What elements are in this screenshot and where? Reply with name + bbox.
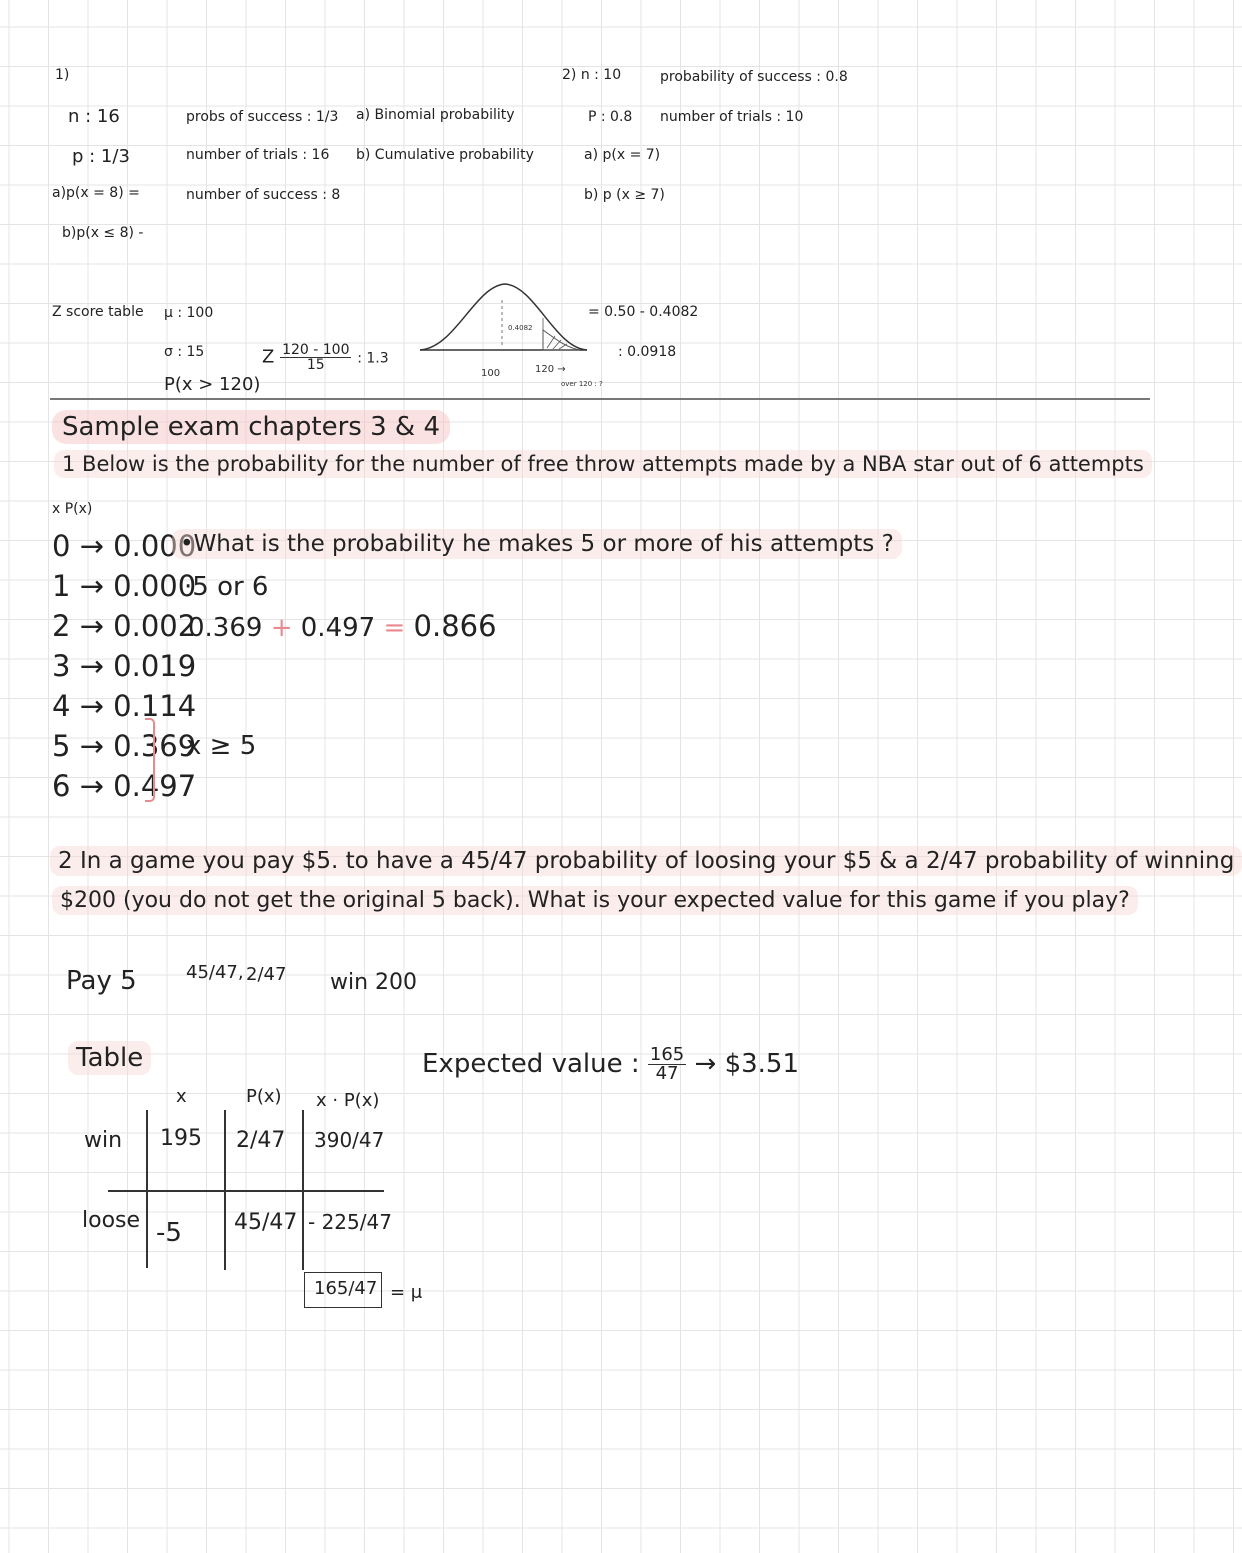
x-ge-5: x ≥ 5 — [186, 731, 257, 761]
question-a: a)p(x = 8) = — [52, 185, 140, 201]
mu-equals: = μ — [390, 1282, 423, 1303]
win-200: win 200 — [330, 970, 418, 995]
question-b: b)p(x ≤ 8) - — [62, 225, 144, 241]
answer-a: a) Binomial probability — [356, 107, 515, 123]
z-score-table-label: Z score table — [52, 304, 144, 320]
table-row-divider — [108, 1190, 384, 1192]
question-2-line-2: $200 (you do not get the original 5 back). What is your expected value for this game if you play? — [52, 890, 1138, 912]
mu-value: μ : 100 — [164, 305, 214, 321]
question-2-line-1: 2 In a game you pay $5. to have a 45/47 probability of loosing your $5 & a 2/47 probability of winning — [50, 850, 1242, 873]
row-win-p: 2/47 — [236, 1128, 286, 1153]
table-header-x: x — [176, 1086, 187, 1107]
problem-2-question-a: a) p(x = 7) — [584, 147, 661, 163]
sample-exam-title: Sample exam chapters 3 & 4 — [52, 414, 450, 440]
row-lose-x: -5 — [156, 1218, 182, 1248]
section-divider — [50, 398, 1150, 400]
five-or-six: ·5 or 6 — [184, 572, 269, 602]
z-formula: Z $\frac{120 - 100}{15}$ : 1.3 — [262, 342, 389, 373]
table-header-xpx: x · P(x) — [316, 1090, 380, 1111]
problem-2-p: P : 0.8 — [588, 109, 633, 125]
number-of-success: number of success : 8 — [186, 187, 341, 203]
p-value: p : 1/3 — [72, 146, 130, 167]
distribution-row-0: 0 → 0.000 — [52, 529, 197, 563]
question-1: 1 Below is the probability for the number of free throw attempts made by a NBA star out of 6 attempts — [54, 454, 1152, 475]
probability-of-success: probs of success : 1/3 — [186, 109, 339, 125]
axis-mean-label: 100 — [481, 368, 501, 379]
row-lose-label: loose — [82, 1208, 141, 1233]
problem-2-question-b: b) p (x ≥ 7) — [584, 187, 665, 203]
distribution-row-1: 1 → 0.000 — [52, 569, 197, 603]
axis-x-label: 120 → — [535, 364, 566, 375]
distribution-header: x P(x) — [52, 501, 93, 517]
over-120-label: over 120 : ? — [561, 380, 603, 388]
table-label: Table — [68, 1045, 151, 1071]
sigma-value: σ : 15 — [164, 344, 205, 360]
distribution-row-6: 6 → 0.497 — [52, 769, 197, 803]
total-value: 165/47 — [314, 1278, 378, 1299]
bell-curve — [420, 284, 587, 350]
z-calc-line-2: : 0.0918 — [618, 344, 677, 360]
row-win-x: 195 — [160, 1126, 202, 1151]
distribution-row-2: 2 → 0.002 — [52, 609, 197, 643]
win-probability: 2/47 — [246, 964, 287, 985]
distribution-row-3: 3 → 0.019 — [52, 649, 197, 683]
distribution-row-5: 5 → 0.369 — [52, 729, 197, 763]
table-line-1 — [146, 1110, 148, 1268]
expected-value: Expected value : $\frac{165}{47}$ → $3.51 — [422, 1044, 799, 1084]
row-win-label: win — [84, 1128, 123, 1153]
answer-b: b) Cumulative probability — [356, 147, 534, 163]
table-header-px: P(x) — [246, 1086, 282, 1107]
row-lose-p: 45/47 — [234, 1210, 298, 1235]
probability-expression: P(x > 120) — [164, 374, 261, 395]
problem-2-heading: 2) n : 10 — [562, 67, 622, 83]
question-1-prompt: •What is the probability he makes 5 or more of his attempts ? — [172, 533, 902, 556]
normal-curve-diagram — [415, 278, 603, 388]
sum-expression: 0.369 + 0.497 = 0.866 — [188, 609, 497, 643]
problem-2-probability-of-success: probability of success : 0.8 — [660, 69, 848, 85]
z-calc-line-1: = 0.50 - 0.4082 — [588, 304, 699, 320]
problem-2-number-of-trials: number of trials : 10 — [660, 109, 804, 125]
bracket-5-6 — [145, 718, 155, 802]
area-label: 0.4082 — [508, 324, 533, 332]
row-win-xpx: 390/47 — [314, 1128, 385, 1152]
distribution-row-4: 4 → 0.114 — [52, 689, 197, 723]
lose-probability: 45/47, — [186, 962, 244, 983]
n-value: n : 16 — [68, 106, 120, 127]
row-lose-xpx: - 225/47 — [308, 1210, 392, 1234]
problem-1-number: 1) — [55, 67, 70, 83]
number-of-trials: number of trials : 16 — [186, 147, 330, 163]
pay-5: Pay 5 — [66, 966, 137, 996]
